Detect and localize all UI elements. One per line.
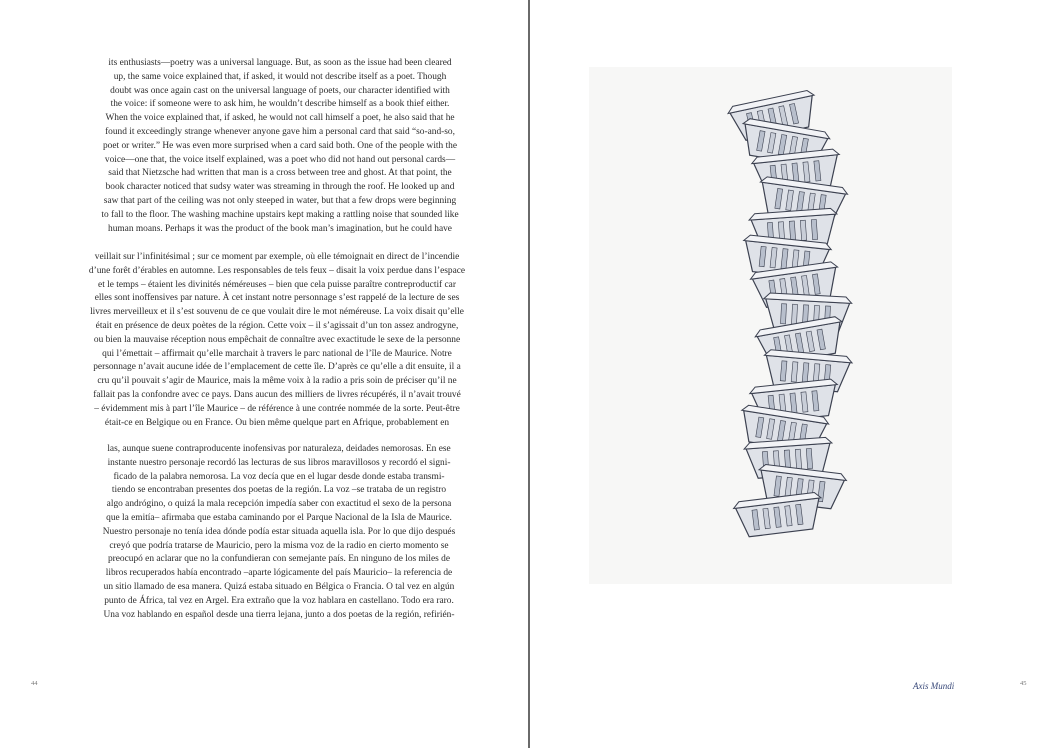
text-line: que la emitía– afirmaba que estaba caminando por el Parque Nacional de la Isla de Maurice. [106, 512, 452, 523]
text-line: Una voz hablando en español desde una tierra lejana, junto a dos poetas de la región, refirién- [103, 609, 455, 620]
text-line: ficado de la palabra nemorosa. La voz decía que en el lugar desde donde estaba transmi- [113, 471, 445, 482]
text-line: tiendo se encontraban presentes dos poetas de la región. La voz –se trataba de un registro [111, 485, 447, 496]
text-line: livres merveilleux et il s’est souvenu de ce que voulait dire le mot néméreuse. La voix disait qu’elle [90, 307, 464, 318]
page-number-left: 44 [31, 680, 38, 687]
text-line: to fall to the floor. The washing machine upstairs kept making a rattling noise that sounded like [101, 209, 459, 220]
english-paragraph [72, 57, 488, 236]
text-line: personnage n’avait aucune idée de l’emplacement de cette île. D’après ce qu’elle a dit ensuite, il a [93, 362, 461, 373]
text-line: libros recuperados había encontrado –aparte lógicamente del país Mauricio– la referencia de [105, 568, 453, 579]
text-line: était en présence de deux poètes de la région. Cette voix – il s’agissait d’un ton assez androgyne, [95, 320, 459, 331]
text-line: the voice: if someone were to ask him, he wouldn’t describe himself as a book thief either. [110, 99, 450, 110]
text-line: algo andrógino, o quizá la mala recepción impedía saber con exactitud el sexo de la persona [106, 499, 452, 510]
text-line: Nuestro personaje no tenía idea dónde podía estar situada aquella isla. Por lo que dijo después [102, 526, 456, 537]
page-number-right: 45 [1020, 680, 1027, 687]
stacked-dumpsters-icon [589, 67, 952, 584]
text-line: its enthusiasts—poetry was a universal language. But, as soon as the issue had been cleared [108, 58, 452, 68]
text-line: punto de África, tal vez en Argel. Era extraño que la voz hablara en castellano. Todo era raro. [104, 595, 454, 606]
text-line: found it exceedingly strange whenever anyone gave him a personal card that said “so-and-so, [105, 126, 455, 137]
text-line: fallait pas la confondre avec ce pays. Dans aucun des milliers de livres récupérés, il n’avait trouvé [93, 389, 461, 400]
text-line: et le temps – étaient les divinités néméreuses – bien que cela puisse paraître contreproductif car [98, 279, 456, 290]
text-line: When the voice explained that, if asked, he would not call himself a poet, he also said that he [105, 113, 455, 124]
text-line: – évidemment mis à part l’île Maurice – de référence à une contrée nommée de la sorte. Peut-être [94, 403, 460, 414]
french-paragraph [70, 251, 484, 430]
text-line: book character noticed that sudsy water was streaming in through the roof. He looked up and [105, 182, 455, 193]
text-line: poet or writer.” He was even more surprised when a card said both. One of the people with the [102, 140, 458, 151]
text-line: preocupó en aclarar que no la confundieran con semejante país. En ninguno de los miles de [107, 554, 451, 565]
text-line: said that Nietzsche had written that man is a cross between tree and ghost. At that point, the [108, 168, 452, 179]
left-page [0, 0, 528, 748]
text-line: las, aunque suene contraproducente inofensivas por naturaleza, deidades nemorosas. En ese [107, 444, 451, 454]
text-line: voice—one that, the voice itself explained, was a poet who did not hand out personal cards— [104, 154, 456, 165]
text-line: human moans. Perhaps it was the product of the book man’s imagination, but he could have [108, 223, 452, 234]
text-line: instante nuestro personaje recordó las lecturas de sus libros maravillosos y recordó el signi- [107, 457, 451, 468]
text-line: qui l’émettait – affirmait qu’elle marchait à travers le parc national de l’île de Maurice. Notre [102, 348, 452, 359]
text-line: cru qu’il pouvait s’agir de Maurice, mais la même voix à la radio a pris soin de préciser qu’il ne [97, 376, 457, 387]
text-line: saw that part of the ceiling was not only steeped in water, but that a few drops were beginning [103, 195, 457, 206]
text-line: up, the same voice explained that, if asked, it would not describe itself as a poet. Though [113, 71, 447, 82]
text-line: un sitio llamado de esa manera. Quizá estaba situado en Bélgica o Francia. O tal vez en algún [103, 581, 455, 592]
illustration-plate [589, 67, 952, 584]
running-head-title: Axis Mundi [913, 681, 955, 691]
text-line: ou bien la mauvaise réception nous empêchait de connaître avec exactitude le sexe de la personne [93, 334, 461, 345]
text-line: doubt was once again cast on the universal language of poets, our character identified with [110, 85, 450, 96]
text-line: était-ce en Belgique ou en France. Ou bien même quelque part en Afrique, probablement en [104, 417, 450, 428]
text-line: creyó que podría tratarse de Mauricio, pero la misma voz de la radio en cierto momento se [109, 540, 449, 551]
right-page [530, 0, 1059, 748]
text-line: d’une forêt d’érables en automne. Les responsables de tels feux – disait la voix perdue dans l’espace [88, 265, 466, 276]
text-line: veillait sur l’infinitésimal ; sur ce moment par exemple, où elle témoignait en direct de l’incendie [94, 252, 460, 262]
text-line: elles sont inoffensives par nature. À cet instant notre personnage s’est rappelé de la lecture de ses [94, 293, 460, 304]
spanish-paragraph [72, 443, 486, 622]
